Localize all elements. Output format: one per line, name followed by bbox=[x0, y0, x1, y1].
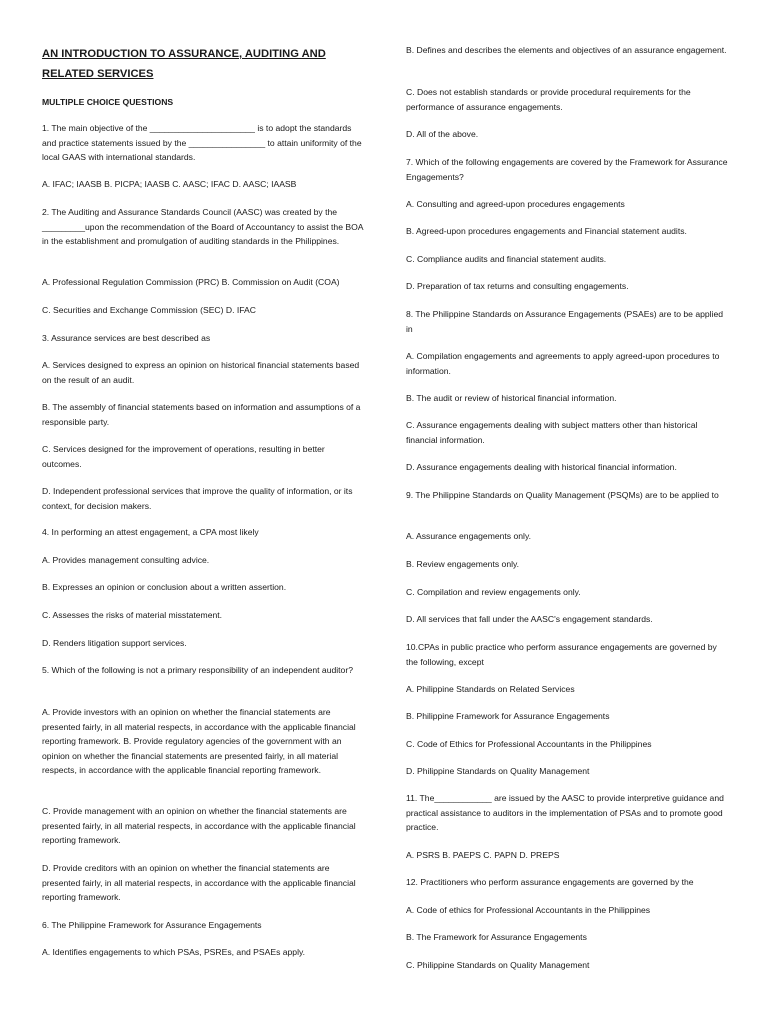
question-text: D. Preparation of tax returns and consulting engagements. bbox=[406, 281, 629, 291]
question-text: C. Assesses the risks of material misstatement. bbox=[42, 610, 223, 620]
question-text: C. Provide management with an opinion on whether the financial statements are presented fairly, in all material respects, in accordance with the applicable financial reporting framework. bbox=[42, 806, 356, 846]
question-text: B. The assembly of financial statements based on information and assumptions of a responsible party. bbox=[42, 402, 361, 427]
question-text: B. Review engagements only. bbox=[406, 559, 520, 569]
question-text: A. Services designed to express an opinion on historical financial statements based on the result of an audit. bbox=[42, 360, 360, 385]
question-text: 11. The____________ are issued by the AASC to provide interpretive guidance and practical assistance to auditors in the implementation of PSAs and to promote good practice. bbox=[406, 793, 724, 833]
question-text: 7. Which of the following engagements are covered by the Framework for Assurance Engagements? bbox=[406, 157, 728, 182]
question-text: C. Securities and Exchange Commission (SEC) D. IFAC bbox=[42, 305, 256, 315]
question-text: A. IFAC; IAASB B. PICPA; IAASB C. AASC; IFAC D. AASC; IAASB bbox=[42, 179, 297, 189]
title-line-1: AN INTRODUCTION TO ASSURANCE, AUDITING AND bbox=[42, 48, 326, 60]
question-text: D. Provide creditors with an opinion on whether the financial statements are presented fairly, in all material respects, in accordance with the applicable financial reporting framework. bbox=[42, 863, 356, 903]
section-heading: MULTIPLE CHOICE QUESTIONS bbox=[42, 97, 174, 107]
question-text: D. All of the above. bbox=[406, 129, 479, 139]
question-text: A. Provide investors with an opinion on whether the financial statements are presented fairly, in all material respects, in accordance with the applicable financial reporting framework. B. Provide regulatory agencies of the government with an opinion on whether the financial statements are presented fairly, in all material respects, in accordance with the applicable financial reporting framework. bbox=[42, 707, 356, 776]
question-text: A. Professional Regulation Commission (PRC) B. Commission on Audit (COA) bbox=[42, 277, 340, 287]
question-text: B. The Framework for Assurance Engagements bbox=[406, 932, 587, 942]
question-text: C. Assurance engagements dealing with subject matters other than historical financial information. bbox=[406, 420, 698, 445]
question-text: A. Identifies engagements to which PSAs, PSREs, and PSAEs apply. bbox=[42, 947, 306, 957]
question-text: B. Philippine Framework for Assurance Engagements bbox=[406, 711, 610, 721]
question-text: A. Assurance engagements only. bbox=[406, 531, 532, 541]
question-text: C. Does not establish standards or provide procedural requirements for the performance of assurance engagements. bbox=[406, 87, 691, 112]
question-text: C. Code of Ethics for Professional Accountants in the Philippines bbox=[406, 739, 652, 749]
question-text: A. Provides management consulting advice. bbox=[42, 555, 210, 565]
question-text: D. Assurance engagements dealing with historical financial information. bbox=[406, 462, 677, 472]
question-text: 6. The Philippine Framework for Assurance Engagements bbox=[42, 920, 262, 930]
question-text: B. Defines and describes the elements and objectives of an assurance engagement. bbox=[406, 45, 727, 55]
question-text: C. Philippine Standards on Quality Management bbox=[406, 960, 590, 970]
question-text: C. Compliance audits and financial statement audits. bbox=[406, 254, 607, 264]
question-text: B. Expresses an opinion or conclusion about a written assertion. bbox=[42, 582, 287, 592]
question-text: A. PSRS B. PAEPS C. PAPN D. PREPS bbox=[406, 850, 560, 860]
question-text: 9. The Philippine Standards on Quality Management (PSQMs) are to be applied to bbox=[406, 490, 719, 500]
question-text: 5. Which of the following is not a primary responsibility of an independent auditor? bbox=[42, 665, 353, 675]
question-text: B. Agreed-upon procedures engagements and Financial statement audits. bbox=[406, 226, 687, 236]
title-line-2: RELATED SERVICES bbox=[42, 68, 154, 80]
question-text: A. Compilation engagements and agreements to apply agreed-upon procedures to information. bbox=[406, 351, 720, 376]
question-text: 2. The Auditing and Assurance Standards Council (AASC) was created by the _________upon the recommendation of the Board of Accountancy to assist the BOA in the establishment and promulgation of auditing standards in the Philippines. bbox=[42, 207, 364, 247]
question-text: A. Philippine Standards on Related Services bbox=[406, 684, 575, 694]
question-text: 12. Practitioners who perform assurance engagements are governed by the bbox=[406, 877, 694, 887]
question-text: 8. The Philippine Standards on Assurance Engagements (PSAEs) are to be applied in bbox=[406, 309, 724, 334]
question-text: 10.CPAs in public practice who perform assurance engagements are governed by the following, except bbox=[406, 642, 717, 667]
question-text: A. Code of ethics for Professional Accountants in the Philippines bbox=[406, 905, 651, 915]
question-text: D. Independent professional services that improve the quality of information, or its context, for decision makers. bbox=[42, 486, 353, 511]
question-text: D. Renders litigation support services. bbox=[42, 638, 187, 648]
question-text: 3. Assurance services are best described as bbox=[42, 333, 211, 343]
question-text: 1. The main objective of the ______________________ is to adopt the standards and practice statements issued by the ________________ to attain uniformity of the local GAAS with international standards. bbox=[42, 123, 362, 163]
question-text: D. All services that fall under the AASC's engagement standards. bbox=[406, 614, 653, 624]
question-text: C. Compilation and review engagements only. bbox=[406, 587, 581, 597]
question-text: 4. In performing an attest engagement, a CPA most likely bbox=[42, 527, 259, 537]
question-text: A. Consulting and agreed-upon procedures engagements bbox=[406, 199, 625, 209]
question-text: B. The audit or review of historical financial information. bbox=[406, 393, 617, 403]
question-text: C. Services designed for the improvement of operations, resulting in better outcomes. bbox=[42, 444, 325, 469]
question-text: D. Philippine Standards on Quality Management bbox=[406, 766, 590, 776]
document-title bbox=[42, 44, 342, 84]
